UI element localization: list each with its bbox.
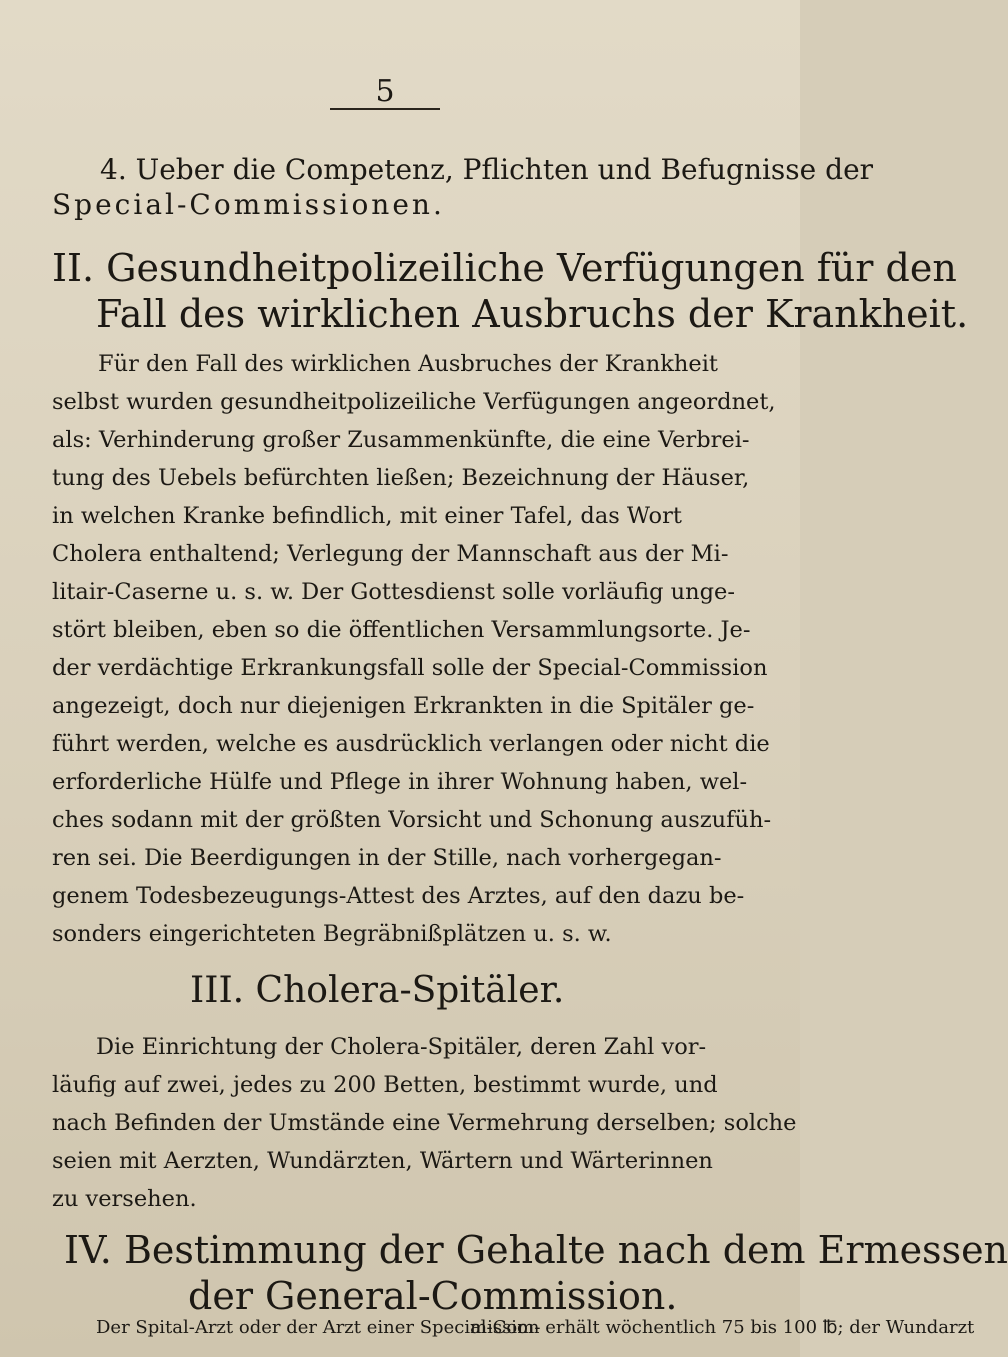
section-iii-line: seien mit Aerzten, Wundärzten, Wärtern und Wärterinnen xyxy=(52,1148,713,1174)
section-iii-line: läufig auf zwei, jedes zu 200 Betten, bestimmt wurde, und xyxy=(52,1072,718,1098)
section-iv-line: Der Spital-Arzt oder der Arzt einer Special-Com- xyxy=(96,1317,541,1338)
section-ii-line: ches sodann mit der größten Vorsicht und Schonung auszufüh- xyxy=(52,807,772,833)
section-ii-heading-continued: Fall des wirklichen Ausbruchs der Krankheit. xyxy=(96,292,969,336)
section-ii-line: in welchen Kranke befindlich, mit einer Tafel, das Wort xyxy=(52,503,682,529)
section-ii-line: angezeigt, doch nur diejenigen Erkrankten in die Spitäler ge- xyxy=(52,693,755,719)
section-ii-line: erforderliche Hülfe und Pflege in ihrer Wohnung haben, wel- xyxy=(52,769,748,795)
section-ii-line: ren sei. Die Beerdigungen in der Stille, nach vorhergegan- xyxy=(52,845,722,871)
section-ii-line: genem Todesbezeugungs-Attest des Arztes, auf den dazu be- xyxy=(52,883,745,909)
section-ii-line: führt werden, welche es ausdrücklich verlangen oder nicht die xyxy=(52,731,770,757)
page-number: 5 xyxy=(330,76,440,110)
section-ii-line: Für den Fall des wirklichen Ausbruches der Krankheit xyxy=(98,351,718,377)
section-ii-line: selbst wurden gesundheitpolizeiliche Verfügungen angeordnet, xyxy=(52,389,776,415)
section-4-heading-continued: Special-Commissionen. xyxy=(52,188,445,221)
section-ii-line: als: Verhinderung großer Zusammenkünfte, die eine Verbrei- xyxy=(52,427,750,453)
section-ii-line: litair-Caserne u. s. w. Der Gottesdienst solle vorläufig unge- xyxy=(52,579,735,605)
section-ii-line: stört bleiben, eben so die öffentlichen Versammlungsorte. Je- xyxy=(52,617,751,643)
section-ii-line: sonders eingerichteten Begräbnißplätzen u. s. w. xyxy=(52,921,612,947)
section-ii-line: Cholera enthaltend; Verlegung der Mannschaft aus der Mi- xyxy=(52,541,729,567)
section-ii-line: der verdächtige Erkrankungsfall solle der Special-Commission xyxy=(52,655,768,681)
section-iv-line: mission erhält wöchentlich 75 bis 100 ℔; der Wundarzt xyxy=(470,1317,975,1338)
section-iii-line: zu versehen. xyxy=(52,1186,197,1212)
section-iii-line: nach Befinden der Umstände eine Vermehrung derselben; solche xyxy=(52,1110,797,1136)
section-iv-heading: IV. Bestimmung der Gehalte nach dem Ermessen xyxy=(64,1228,1008,1272)
section-4-heading: 4. Ueber die Competenz, Pflichten und Befugnisse der xyxy=(100,153,874,186)
section-ii-line: tung des Uebels befürchten ließen; Bezeichnung der Häuser, xyxy=(52,465,750,491)
section-iii-line: Die Einrichtung der Cholera-Spitäler, deren Zahl vor- xyxy=(96,1034,707,1060)
section-ii-heading: II. Gesundheitpolizeiliche Verfügungen für den xyxy=(52,246,957,290)
section-iv-heading-continued: der General-Commission. xyxy=(188,1274,678,1318)
section-iii-heading: III. Cholera-Spitäler. xyxy=(190,970,565,1011)
